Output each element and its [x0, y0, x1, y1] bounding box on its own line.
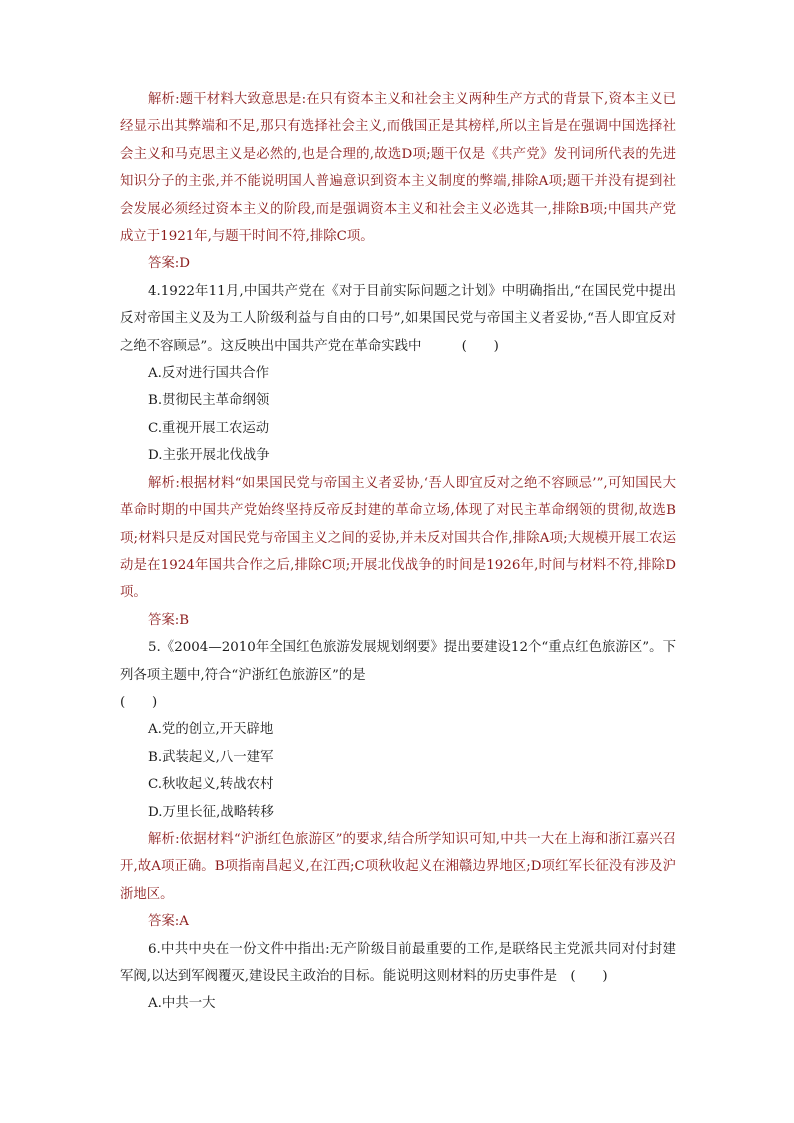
q4-option-b: B.贯彻民主革命纲领	[148, 393, 270, 409]
q5-stem: 5.《2004—2010年全国红色旅游发展规划纲要》提出要建设12个“重点红色旅游区”。下列各项主题中,符合“沪浙红色旅游区”的是	[120, 640, 676, 683]
q4-option-a: A.反对进行国共合作	[148, 366, 270, 382]
q4-answer: 答案:B	[148, 612, 190, 628]
document-page	[120, 86, 676, 1018]
q6-option-a: A.中共一大	[148, 996, 216, 1012]
q3-answer: 答案:D	[148, 256, 191, 272]
q5-option-d: D.万里长征,战略转移	[148, 804, 274, 820]
q6-stem: 6.中共中央在一份文件中指出:无产阶级目前最重要的工作,是联络民主党派共同对付封建军阀,以达到军阀覆灭,建设民主政治的目标。能说明这则材料的历史事件是 ( )	[120, 941, 676, 984]
q4-option-c: C.重视开展工农运动	[148, 420, 270, 436]
q5-option-c: C.秋收起义,转战农村	[148, 777, 274, 793]
q4-option-d: D.主张开展北伐战争	[148, 448, 270, 464]
q5-bracket: ( )	[120, 694, 158, 710]
q5-option-b: B.武装起义,八一建军	[148, 749, 274, 765]
q5-answer: 答案:A	[148, 914, 189, 930]
q5-option-a: A.党的创立,开天辟地	[148, 722, 274, 738]
q3-analysis: 解析:题干材料大致意思是:在只有资本主义和社会主义两种生产方式的背景下,资本主义已经显示出其弊端和不足,那只有选择社会主义,而俄国正是其榜样,所以主旨是在强调中国选择社会主义和马克思主义是必然的,也是合理的,故选D项;题干仅是《共产党》发刊词所代表的先进知识分子的主张,并不能说明国人普遍意识到资本主义制度的弊端,排除A项;题干并没有提到社会发展必须经过资本主义的阶段,而是强调资本主义和社会主义必选其一,排除B项;中国共产党成立于1921年,与题干时间不符,排除C项。	[120, 92, 676, 245]
q4-analysis: 解析:根据材料“如果国民党与帝国主义者妥协,‘吾人即宜反对之绝不容顾忌’”,可知国民大革命时期的中国共产党始终坚持反帝反封建的革命立场,体现了对民主革命纲领的贯彻,故选B项;材料只是反对国民党与帝国主义之间的妥协,并未反对国共合作,排除A项;大规模开展工农运动是在1924年国共合作之后,排除C项;开展北伐战争的时间是1926年,时间与材料不符,排除D项。	[120, 475, 676, 601]
q4-stem: 4.1922年11月,中国共产党在《对于目前实际问题之计划》中明确指出,“在国民党中提出反对帝国主义及为工人阶级利益与自由的口号”,如果国民党与帝国主义者妥协,“吾人即宜反对之绝不容顾忌”。这反映出中国共产党在革命实践中 ( )	[120, 283, 676, 354]
q5-analysis: 解析:依据材料“沪浙红色旅游区”的要求,结合所学知识可知,中共一大在上海和浙江嘉兴召开,故A项正确。B项指南昌起义,在江西;C项秋收起义在湘赣边界地区;D项红军长征没有涉及沪浙地区。	[120, 831, 676, 902]
